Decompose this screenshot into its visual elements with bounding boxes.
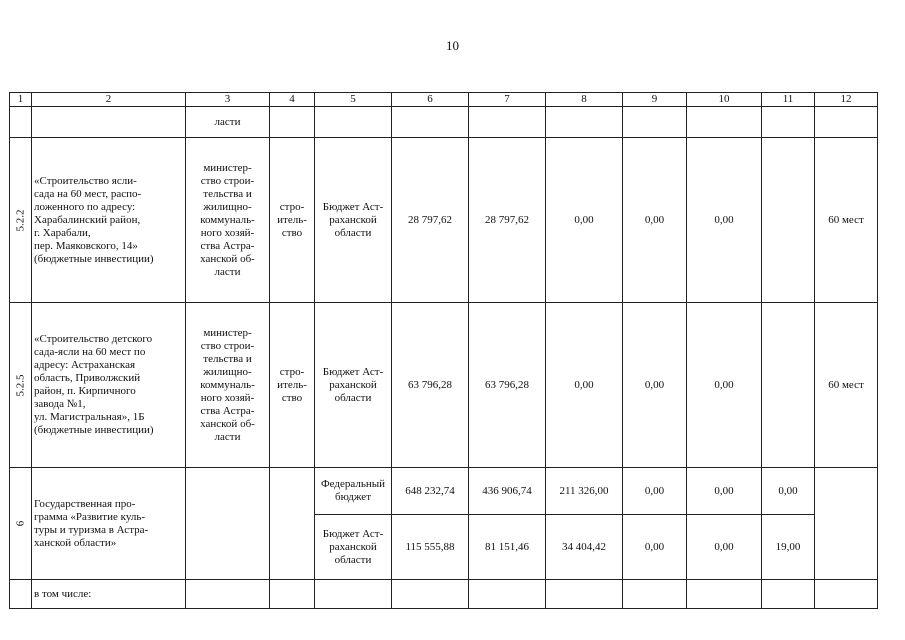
table-row [10,138,878,303]
table-row [10,468,878,515]
project-name-cell: «Строительство ясли- сада на 60 мест, распо- ложенного по адресу: Харабалинский район, г. Харабали, пер. Маяковского, 14» (бюджетные инвестиции) [32,138,186,303]
table-row [10,580,878,609]
funding-source-cell: Федеральный бюджет [315,468,392,515]
amount-cell [762,303,815,468]
col-number: 6 [392,93,469,107]
amount-cell: 211 326,00 [546,468,623,515]
activity-cell [270,468,315,580]
col-number: 1 [10,93,32,107]
amount-cell: 28 797,62 [392,138,469,303]
executor-cell [186,468,270,580]
col-number: 12 [815,93,878,107]
amount-cell: 81 151,46 [469,515,546,580]
amount-cell: 0,00 [762,468,815,515]
indicator-cell: 60 мест [815,138,878,303]
program-name-cell: Государственная про- грамма «Развитие куль- туры и туризма в Астра- ханской области» [32,468,186,580]
col-number: 5 [315,93,392,107]
amount-cell: 115 555,88 [392,515,469,580]
col-number: 8 [546,93,623,107]
amount-cell: 436 906,74 [469,468,546,515]
amount-cell: 19,00 [762,515,815,580]
col-number: 3 [186,93,270,107]
table-row [10,303,878,468]
amount-cell: 0,00 [623,303,687,468]
budget-table [9,92,878,609]
col-number: 4 [270,93,315,107]
amount-cell: 34 404,42 [546,515,623,580]
col-number: 2 [32,93,186,107]
row-id-cell: 5.2.5 [10,303,32,468]
amount-cell: 648 232,74 [392,468,469,515]
amount-cell: 0,00 [687,515,762,580]
amount-cell: 28 797,62 [469,138,546,303]
amount-cell: 63 796,28 [392,303,469,468]
col-number: 7 [469,93,546,107]
col-number: 9 [623,93,687,107]
project-name-cell: «Строительство детского сада-ясли на 60 мест по адресу: Астраханская область, Приволжский район, п. Кирпичного завода №1, ул. Магистральная», 1Б (бюджетные инвестиции) [32,303,186,468]
col-number: 10 [687,93,762,107]
col-number: 11 [762,93,815,107]
amount-cell: 0,00 [623,515,687,580]
amount-cell: 0,00 [623,138,687,303]
activity-cell: стро- итель- ство [270,303,315,468]
executor-cell: министер- ство строи- тельства и жилищно- коммуналь- ного хозяй- ства Астра- ханской об- ласти [186,303,270,468]
executor-cell: ласти [186,107,270,138]
amount-cell: 63 796,28 [469,303,546,468]
row-id-cell: 6 [10,468,32,580]
indicator-cell: 60 мест [815,303,878,468]
page-number: 10 [446,38,459,53]
funding-source-cell: Бюджет Аст- раханской области [315,303,392,468]
indicator-cell [815,468,878,580]
activity-cell: стро- итель- ство [270,138,315,303]
amount-cell: 0,00 [687,468,762,515]
amount-cell: 0,00 [687,138,762,303]
funding-source-cell: Бюджет Аст- раханской области [315,515,392,580]
funding-source-cell: Бюджет Аст- раханской области [315,138,392,303]
row-id-cell: 5.2.2 [10,138,32,303]
amount-cell: 0,00 [687,303,762,468]
amount-cell: 0,00 [546,303,623,468]
amount-cell: 0,00 [546,138,623,303]
table-row-continuation [10,107,878,138]
executor-cell: министер- ство строи- тельства и жилищно- коммуналь- ного хозяй- ства Астра- ханской об- ласти [186,138,270,303]
amount-cell [762,138,815,303]
amount-cell: 0,00 [623,468,687,515]
column-number-row [10,93,878,107]
including-label: в том числе: [32,580,186,609]
